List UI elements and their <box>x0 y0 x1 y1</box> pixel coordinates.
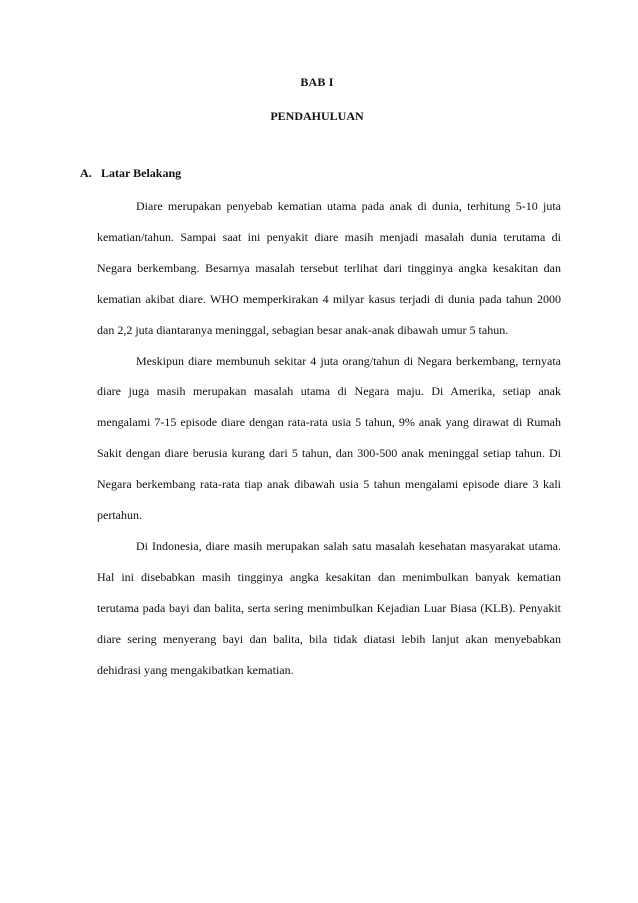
paragraph-2: Meskipun diare membunuh sekitar 4 juta orang/tahun di Negara berkembang, ternyata diare juga masih merupakan masalah utama di Negara maju. Di Amerika, setiap anak mengalami 7-15 episode diare dengan rata-rata usia 5 tahun, 9% anak yang dirawat di Rumah Sakit dengan diare berusia kurang dari 5 tahun, dan 300-500 anak meninggal setiap tahun. Di Negara berkembang rata-rata tiap anak dibawah usia 5 tahun mengalami episode diare 3 kali pertahun. <box>97 353 561 523</box>
chapter-title <box>0 109 638 124</box>
chapter-number-text: BAB I <box>300 75 334 89</box>
paragraph-1: Diare merupakan penyebab kematian utama pada anak di dunia, terhitung 5-10 juta kematian/tahun. Sampai saat ini penyakit diare masih menjadi masalah dunia terutama di Negara berkembang. Besarnya masalah tersebut terlihat dari tingginya angka kesakitan dan kematian akibat diare. WHO memperkirakan 4 milyar kasus terjadi di dunia pada tahun 2000 dan 2,2 juta diantaranya meninggal, sebagian besar anak-anak dibawah umur 5 tahun. <box>97 199 561 337</box>
section-label: A. <box>80 166 92 180</box>
section-title: Latar Belakang <box>101 166 182 180</box>
section-heading <box>80 166 181 181</box>
body-text <box>97 191 561 686</box>
paragraph-3: Di Indonesia, diare masih merupakan salah satu masalah kesehatan masyarakat utama. Hal ini disebabkan masih tingginya angka kesakitan dan menimbulkan banyak kematian terutama pada bayi dan balita, serta sering menimbulkan Kejadian Luar Biasa (KLB). Penyakit diare sering menyerang bayi dan balita, bila tidak diatasi lebih lanjut akan menyebabkan dehidrasi yang mengakibatkan kematian. <box>97 538 561 677</box>
chapter-number <box>0 75 638 90</box>
chapter-title-text: PENDAHULUAN <box>270 109 364 123</box>
